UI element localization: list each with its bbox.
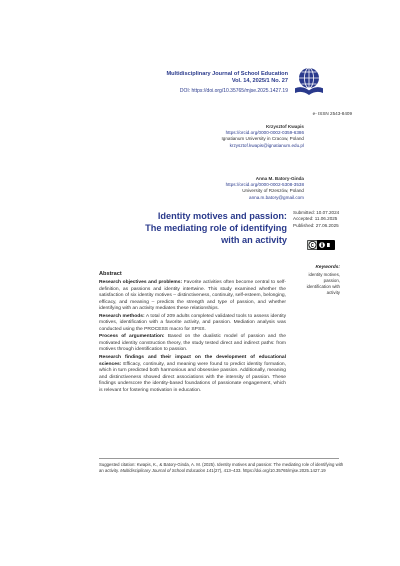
abstract-paragraph <box>99 314 286 334</box>
citation-divider <box>99 458 339 459</box>
accepted-date: Accepted: 11.06.2025 <box>293 216 338 222</box>
orcid-link[interactable]: https://orcid.org/0000-0002-0359-6386 <box>225 130 304 136</box>
article-title <box>87 210 287 246</box>
citation-journal: Multidisciplinary Journal of School Education 14 <box>120 468 212 473</box>
journal-header <box>166 71 288 96</box>
author-name: Krzysztof Kwapis <box>265 124 304 129</box>
keyword-item: identification with <box>306 284 340 289</box>
citation-tail: 1(27), 413–433. https://doi.org/10.35765/mjse.2025.1427.19 <box>211 468 326 473</box>
abstract <box>99 271 286 395</box>
title-line: The mediating role of identifying <box>145 223 287 233</box>
title-line: with an activity <box>221 235 287 245</box>
section-label: Research objectives and problems: <box>99 280 183 285</box>
keyword-item: activity <box>326 290 340 295</box>
section-text: Favorite activities often become central to self-definition, as passions and identity intertwine. This study examined whether the satisfaction of six identity motives – distinctiveness, continuity, self-esteem, belonging, efficacy, and meaning – predicts the strength and type of passion, and whether identifying with an activity mediates these relationships. <box>99 280 286 312</box>
publication-dates <box>293 210 339 229</box>
cc-by-license-icon[interactable] <box>307 240 335 250</box>
author-block-2 <box>226 176 304 201</box>
orcid-link[interactable]: https://orcid.org/0000-0002-5308-3538 <box>225 182 304 188</box>
author-name: Anna M. Batory-Ginda <box>255 176 304 181</box>
citation-lead: Suggested citation: Kwapis, K., & Batory-Ginda, A. M. (2025). Identity motives and passion: The mediating role of identifying with an activity. <box>99 462 344 473</box>
journal-volume: Vol. 14, 2025/1 No. 27 <box>231 78 288 85</box>
section-text: Based on the dualistic model of passion and the motivated identity construction theory, the study tested direct and indirect paths: from motives through identification to passion. <box>99 334 286 353</box>
author-affiliation: University of Rzeszów, Poland <box>242 188 304 194</box>
title-line: Identity motives and passion: <box>157 211 287 221</box>
keyword-item: passion, <box>323 278 340 283</box>
section-label: Research findings and their impact on the development of educational sciences: <box>99 355 286 367</box>
suggested-citation <box>99 462 347 474</box>
author-email-link[interactable]: krzysztof.kwapis@ignatianum.edu.pl <box>229 142 304 148</box>
doi-link[interactable]: DOI: https://doi.org/10.35765/mjse.2025.1427.19 <box>179 87 288 94</box>
keywords-list <box>307 272 340 296</box>
section-label: Process of argumentation: <box>99 334 165 340</box>
keywords-heading: Keywords: <box>315 265 340 270</box>
abstract-heading: Abstract <box>99 271 122 277</box>
author-email-link[interactable]: anna.m.batory@gmail.com <box>249 194 304 200</box>
section-text: A total of 209 adults completed validated tools to assess identity motives, identification with a favorite activity, and passion. Mediation analysis was conducted using the PROCESS macro for SPSS. <box>99 313 287 332</box>
abstract-paragraph <box>99 280 286 313</box>
author-block-1 <box>222 124 304 149</box>
journal-name: Multidisciplinary Journal of School Education <box>166 71 288 77</box>
keyword-item: identity motives, <box>308 272 340 277</box>
published-date: Published: 27.06.2025 <box>293 222 339 228</box>
submitted-date: Submitted: 10.07.2024 <box>293 210 340 215</box>
section-label: Research methods: <box>99 313 145 319</box>
abstract-paragraph <box>99 334 286 354</box>
section-text: Efficacy, continuity, and meaning were found to predict identity formation, which in turn predicted both harmonious and obsessive passion. Additionally, meaning and distinctiveness showed direct associations with the intensity of passion. These findings underscore the identity-based foundations of passionate engagement, which is relevant for fostering motivation in education. <box>99 361 286 393</box>
author-affiliation: Ignatianum University in Cracow, Poland <box>221 136 304 142</box>
abstract-paragraph <box>99 355 286 394</box>
globe-book-logo-icon <box>292 66 326 98</box>
eissn-number: e- ISSN 2543-8409 <box>312 111 352 116</box>
